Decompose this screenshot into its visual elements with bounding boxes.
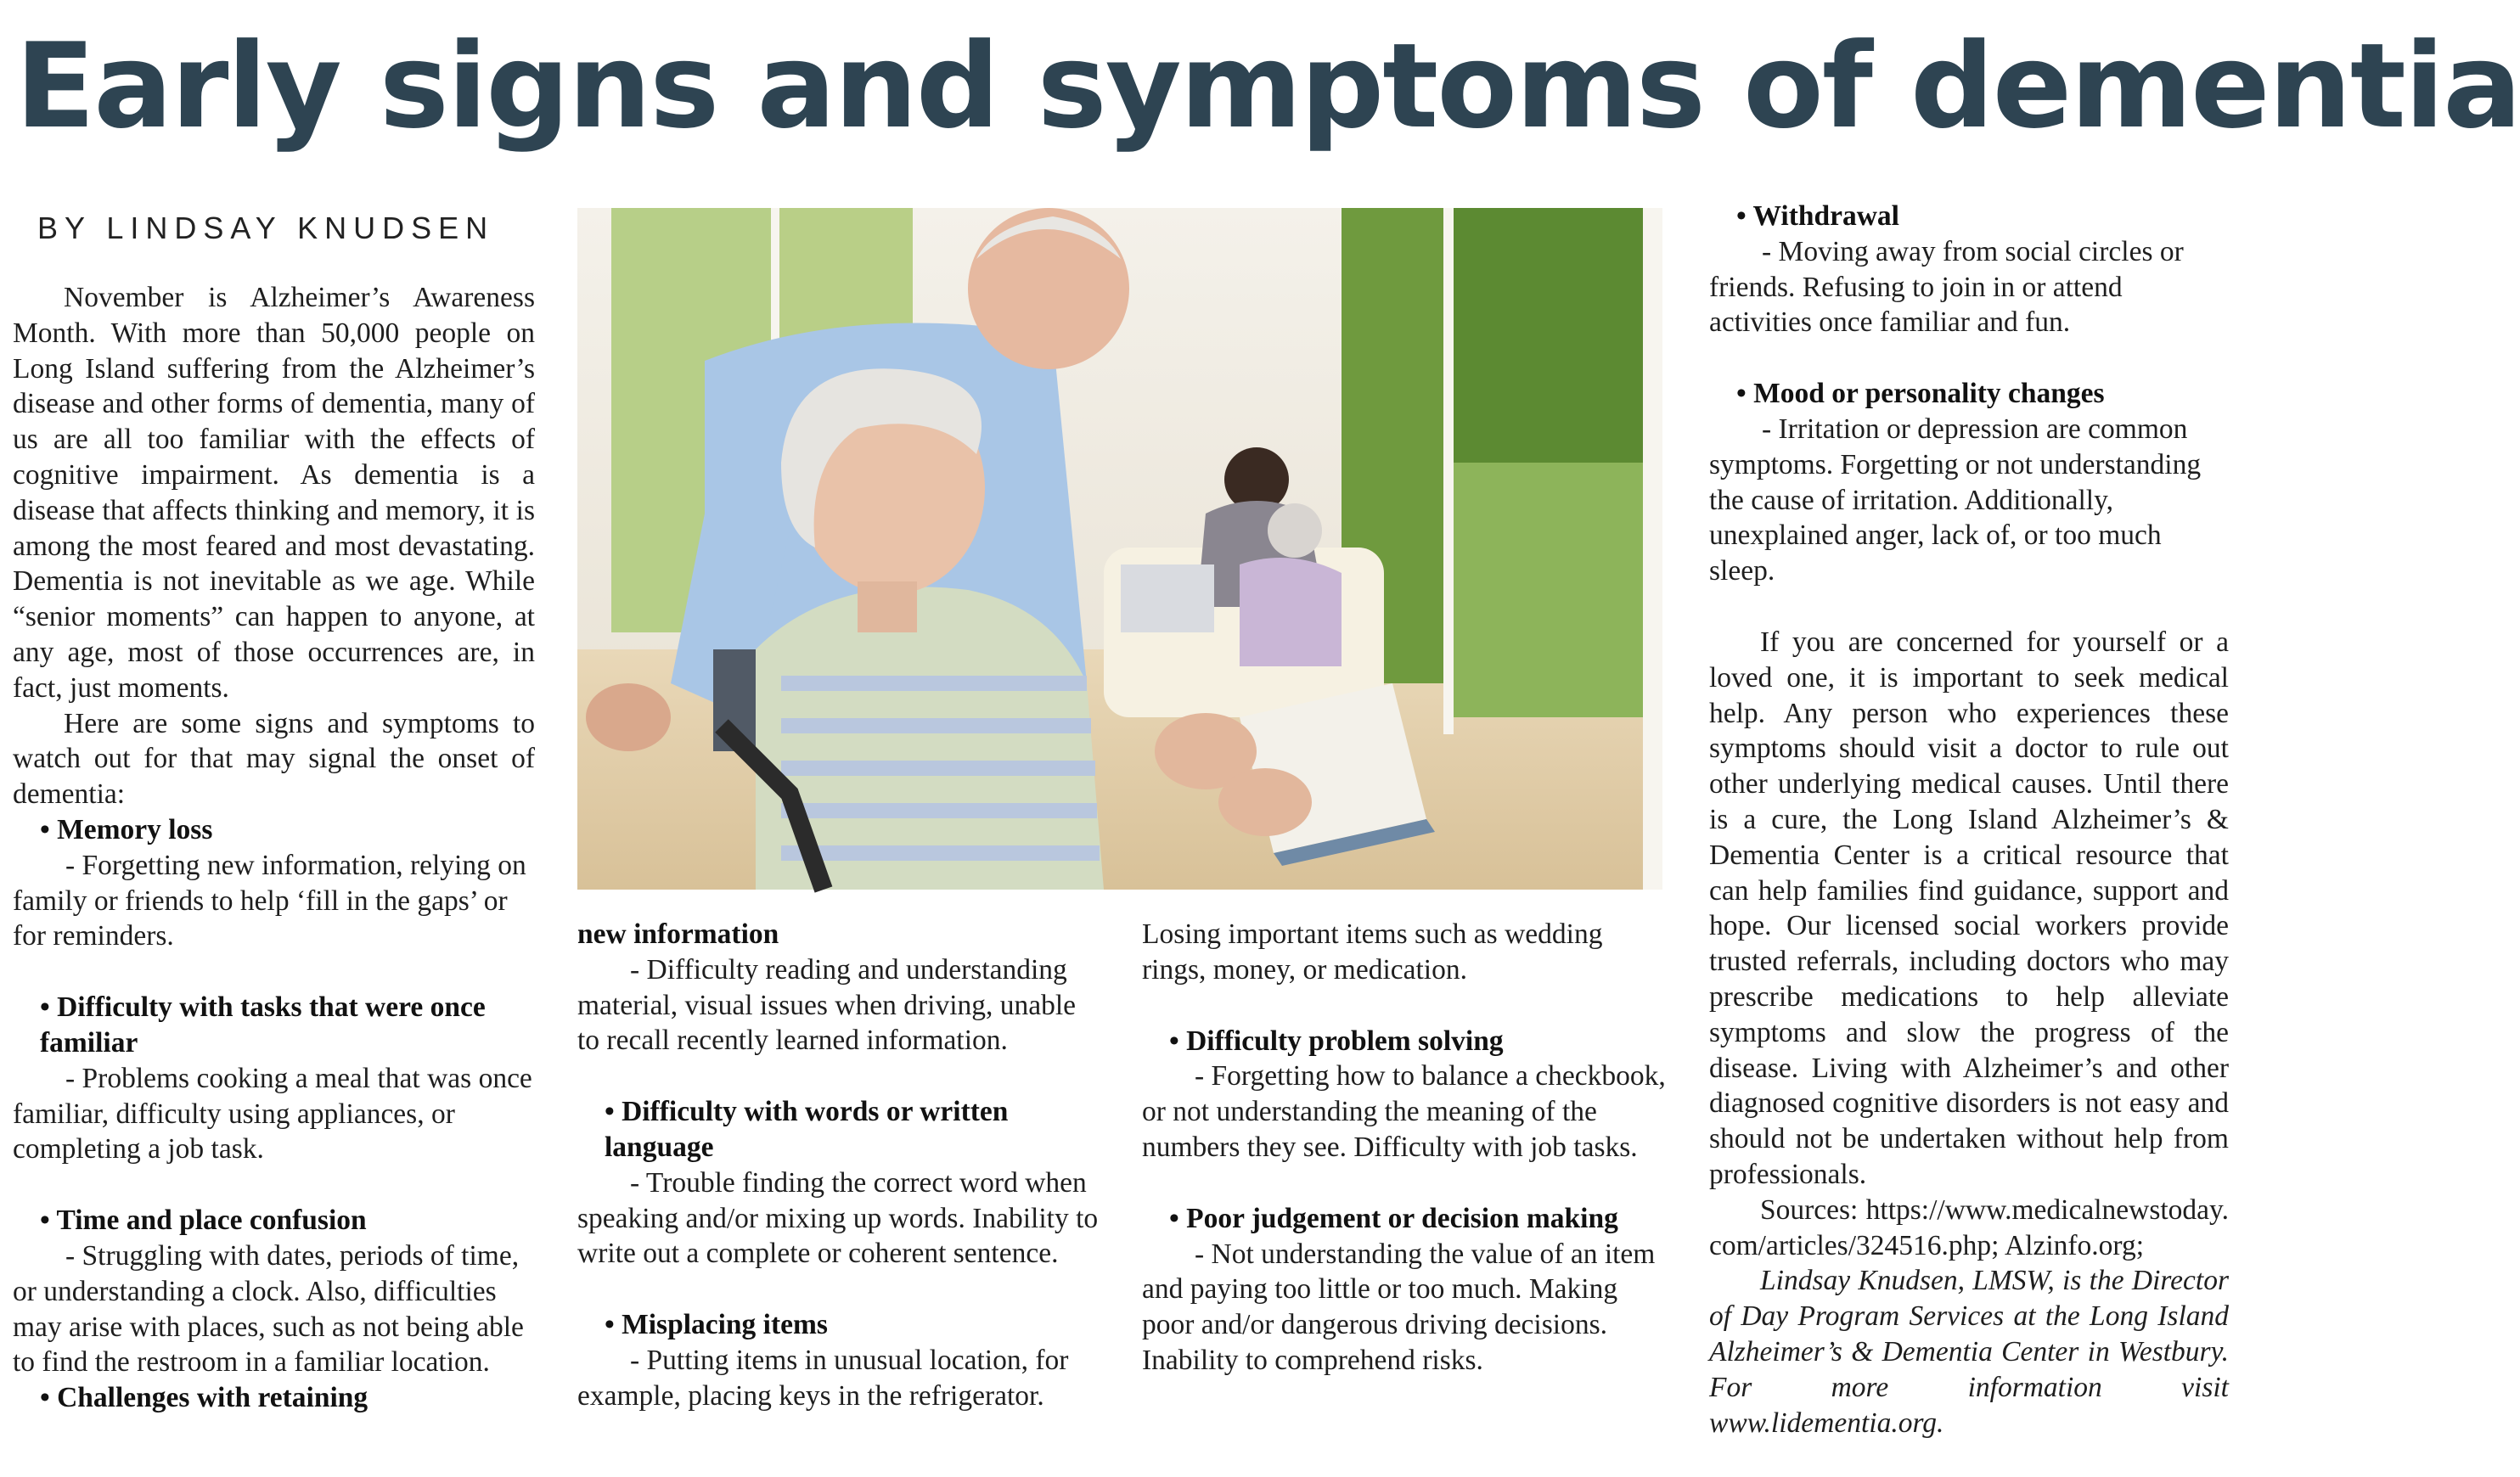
bullet-text: - Putting items in unusual location, for example, placing keys in the refrigerator. [577, 1344, 1069, 1412]
bullet-retaining: • Challenges with retaining [40, 1382, 368, 1414]
column-2 [577, 917, 1104, 1414]
byline: BY LINDSAY KNUDSEN [37, 211, 495, 245]
bullet-withdrawal: • Withdrawal [1736, 200, 1899, 232]
closing-paragraph: If you are concerned for yourself or a loved one, it is important to seek medical help. Any person who experiences these symptoms should visit a doctor to rule out other underlying medical causes. Until there is a cure, the Long Island Alzheimer’s & Dementia Center is a critical resource that can help families find guidance, support and hope. Our licensed social workers provide trusted referrals, including doctors who may prescribe medications to help alleviate symptoms and slow the progress of the disease. Living with Alzheimer’s and other diagnosed cognitive disorders is not easy and should not be undertaken without help from professionals. [1709, 626, 2229, 1190]
bullet-text: - Struggling with dates, periods of time, or understanding a clock. Also, difficulties may arise with places, such as not being able to find the restroom in a familiar location. [13, 1239, 524, 1379]
bullet-judgement: • Poor judgement or decision making [1169, 1202, 1618, 1234]
bullet-misplacing: • Misplacing items [605, 1309, 828, 1341]
bullet-problem-solving: • Difficulty problem solving [1169, 1025, 1504, 1057]
bullet-text: - Forgetting how to balance a checkbook, or not understanding the meaning of the numbers they see. Difficulty with job tasks. [1142, 1060, 1666, 1163]
column-3 [1142, 917, 1668, 1379]
bullet-familiar-tasks: • Difficulty with tasks that were once familiar [40, 991, 486, 1059]
author-bio: Lindsay Knudsen, LMSW, is the Director of Day Program Services at the Long Island Alzheimer’s & Dementia Center in Westbury. For more information visit www.lidementia.org. [1709, 1265, 2229, 1439]
bullet-text: - Moving away from social circles or friends. Refusing to join in or attend activities once familiar and fun. [1709, 235, 2184, 339]
bullet-text: - Not understanding the value of an item and paying too little or too much. Making poor and/or dangerous driving decisions. Inability to comprehend risks. [1142, 1238, 1656, 1376]
bullet-memory-loss: • Memory loss [40, 813, 213, 845]
column-1 [13, 280, 535, 1416]
article-photo [577, 208, 1662, 890]
bullet-text: - Trouble finding the correct word when speaking and/or mixing up words. Inability to write out a complete or coherent sentence. [577, 1166, 1099, 1270]
bullet-text-continued: Losing important items such as wedding rings, money, or medication. [1142, 918, 1603, 986]
bullet-mood: • Mood or personality changes [1736, 378, 2105, 410]
sources: Sources: https://www.medicalnewstoday.com/articles/324516.php; Alzinfo.org; [1709, 1193, 2229, 1261]
bullet-retaining-continued: new information [577, 918, 779, 950]
intro-paragraph-2: Here are some signs and symptoms to watch out for that may signal the onset of dementia: [13, 707, 535, 811]
bullet-time-place: • Time and place confusion [40, 1205, 367, 1237]
column-4 [1709, 199, 2229, 1440]
photo-illustration [577, 208, 1662, 890]
headline: Early signs and symptoms of dementia [15, 18, 2520, 154]
bullet-text: - Forgetting new information, relying on family or friends to help ‘fill in the gaps’ or for reminders. [13, 849, 526, 952]
bullet-text: - Irritation or depression are common symptoms. Forgetting or not understanding the cause of irritation. Additionally, unexplained anger, lack of, or too much sleep. [1709, 413, 2202, 587]
bullet-words-language: • Difficulty with words or written language [605, 1096, 1009, 1163]
bullet-text: - Problems cooking a meal that was once familiar, difficulty using appliances, or completing a job task. [13, 1062, 532, 1165]
bullet-text: - Difficulty reading and understanding material, visual issues when driving, unable to recall recently learned information. [577, 953, 1077, 1057]
intro-paragraph: November is Alzheimer’s Awareness Month. With more than 50,000 people on Long Island suffering from the Alzheimer’s disease and other forms of dementia, many of us are all too familiar with the effects of cognitive impairment. As dementia is a disease that affects thinking and memory, it is among the most feared and most devastating. Dementia is not inevitable as we age. While “senior moments” can happen to anyone, at any age, most of those occurrences are, in fact, just moments. [13, 282, 535, 704]
